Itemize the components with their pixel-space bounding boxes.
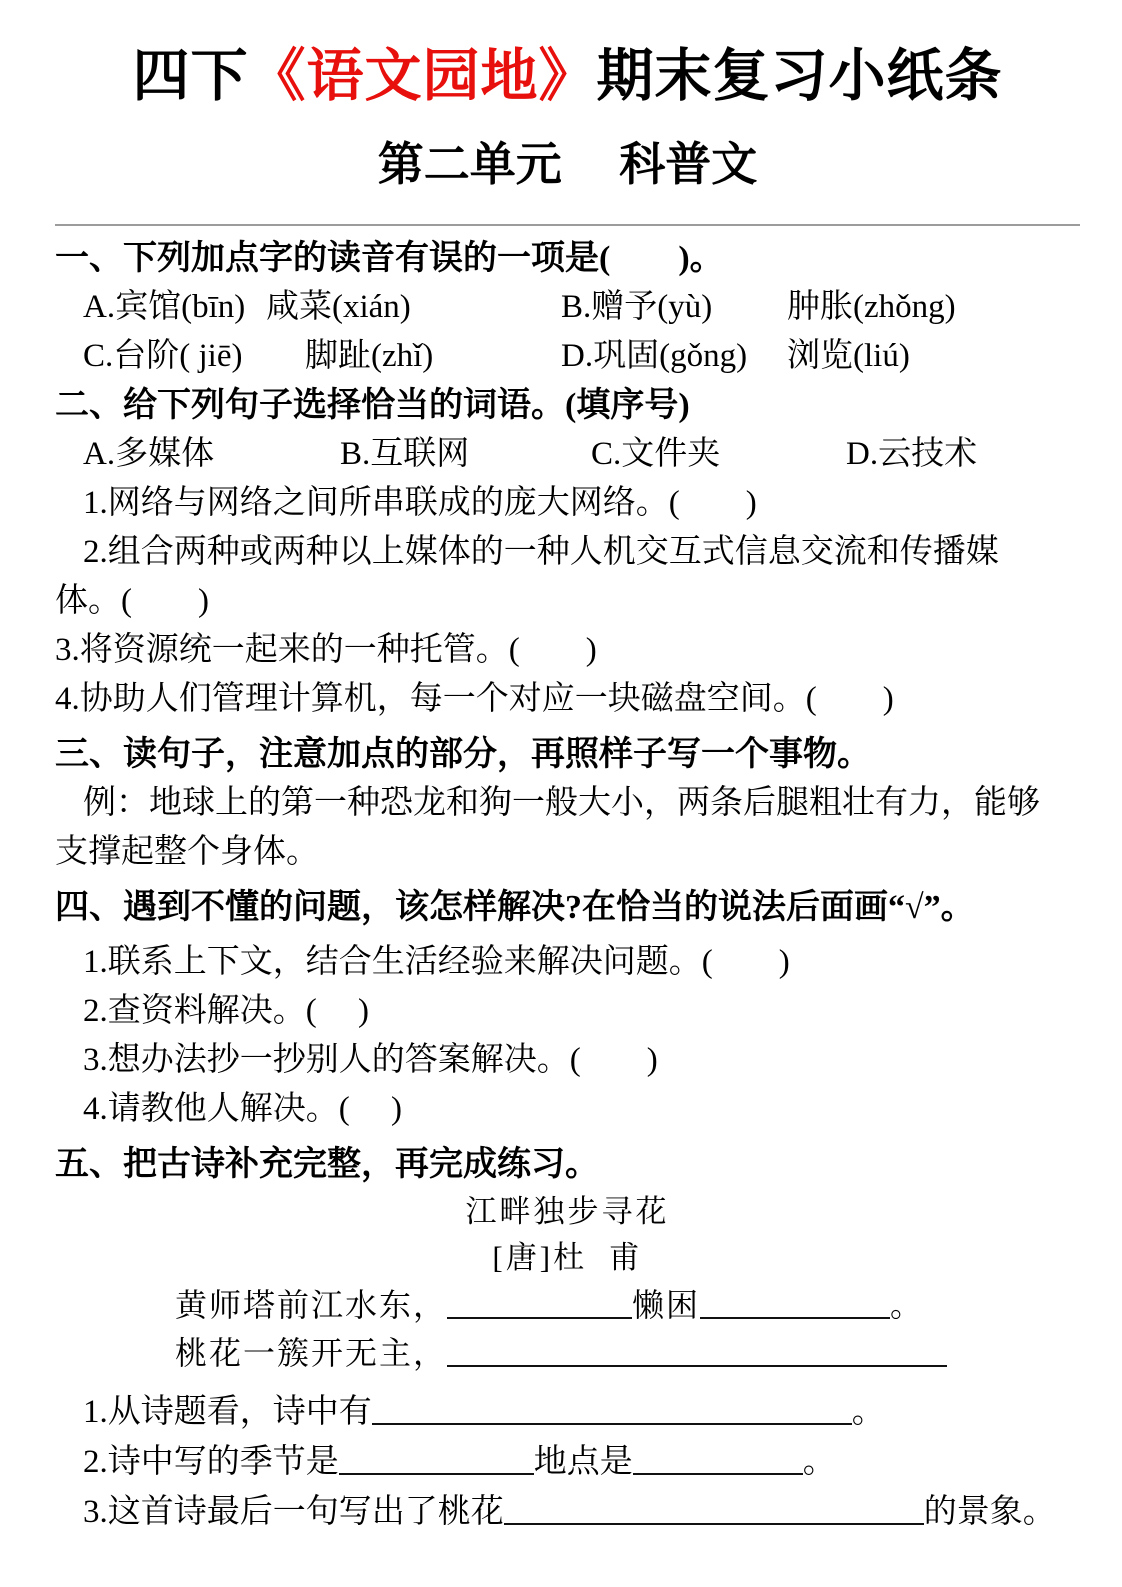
q4-item-1: 1.联系上下文，结合生活经验来解决问题。( ) xyxy=(83,944,790,980)
answer-blank xyxy=(447,1285,632,1319)
section-question-3 xyxy=(55,730,1080,877)
q4-item-3: 3.想办法抄一抄别人的答案解决。( ) xyxy=(83,1042,658,1078)
q2-option-d: D.云技术 xyxy=(846,436,978,472)
answer-blank xyxy=(339,1440,534,1475)
title-suffix: 期末复习小纸条 xyxy=(596,45,1003,108)
poem-line-1-mid: 懒困 xyxy=(632,1287,701,1323)
page-subtitle: 第二单元 科普文 xyxy=(377,139,758,190)
section-question-4 xyxy=(55,883,1080,1134)
section-question-2 xyxy=(55,381,1080,724)
poem-author: [唐]杜 甫 xyxy=(492,1240,643,1275)
q2-item-4: 4.协助人们管理计算机，每一个对应一块磁盘空间。( ) xyxy=(55,681,894,717)
section-question-5 xyxy=(55,1140,1080,1537)
q5-item-1-end: 。 xyxy=(851,1394,885,1430)
q5-item-2-mid: 地点是 xyxy=(533,1444,633,1480)
q5-item-1-text: 1.从诗题看，诗中有 xyxy=(83,1394,372,1430)
q1-option-a-word2: 咸菜(xián) xyxy=(266,289,411,325)
q2-item-2: 2.组合两种或两种以上媒体的一种人机交互式信息交流和传播媒体。( ) xyxy=(55,534,999,619)
q4-heading: 四、遇到不懂的问题，该怎样解决?在恰当的说法后面画“√”。 xyxy=(55,889,975,926)
q1-option-c: C.台阶( jiē) xyxy=(83,338,243,374)
page-title xyxy=(55,40,1080,114)
title-highlight: 《语文园地》 xyxy=(248,45,597,108)
q5-item-3 xyxy=(55,1487,1080,1537)
divider xyxy=(55,224,1080,226)
q5-item-3-end: 的景象。 xyxy=(923,1494,1056,1530)
answer-blank xyxy=(504,1490,924,1525)
q5-item-2-end: 。 xyxy=(802,1444,836,1480)
q5-heading: 五、把古诗补充完整，再完成练习。 xyxy=(55,1146,599,1183)
q1-option-d-word2: 浏览(liú) xyxy=(787,338,910,374)
poem-line-1-text: 黄师塔前江水东， xyxy=(175,1287,448,1323)
q5-item-1 xyxy=(55,1387,1080,1437)
q5-item-2 xyxy=(55,1437,1080,1487)
q1-option-c-word2: 脚趾(zhǐ) xyxy=(305,338,434,374)
poem-line-2 xyxy=(55,1329,1080,1377)
title-prefix: 四下 xyxy=(132,45,249,108)
q3-example: 例：地球上的第一种恐龙和狗一般大小，两条后腿粗壮有力，能够支撑起整个身体。 xyxy=(55,785,1040,870)
q1-options-row-2 xyxy=(55,332,1080,381)
poem-line-2-text: 桃花一簇开无主， xyxy=(175,1335,448,1371)
q2-option-b: B.互联网 xyxy=(340,436,470,472)
section-question-1 xyxy=(55,234,1080,381)
poem-line-1-end: 。 xyxy=(890,1287,925,1323)
q1-option-d: D.巩固(gǒng) xyxy=(561,338,748,374)
answer-blank xyxy=(633,1440,803,1475)
answer-blank xyxy=(372,1390,852,1425)
q2-options-row xyxy=(55,430,1080,479)
poem-line-1 xyxy=(55,1281,1080,1329)
poem-title: 江畔独步寻花 xyxy=(465,1194,670,1229)
q3-heading: 三、读句子，注意加点的部分，再照样子写一个事物。 xyxy=(55,736,871,773)
q5-item-3-text: 3.这首诗最后一句写出了桃花 xyxy=(83,1494,504,1530)
answer-blank xyxy=(700,1285,890,1319)
q2-item-3: 3.将资源统一起来的一种托管。( ) xyxy=(55,632,597,668)
q1-option-b: B.赠予(yù) xyxy=(561,289,713,325)
q4-item-4: 4.请教他人解决。( ) xyxy=(83,1091,402,1127)
q5-item-2-text: 2.诗中写的季节是 xyxy=(83,1444,339,1480)
q2-option-c: C.文件夹 xyxy=(591,436,721,472)
answer-blank xyxy=(447,1333,947,1367)
q2-item-1: 1.网络与网络之间所串联成的庞大网络。( ) xyxy=(83,485,757,521)
q4-item-2: 2.查资料解决。( ) xyxy=(83,993,369,1029)
q1-option-b-word2: 肿胀(zhǒng) xyxy=(787,289,956,325)
q2-option-a: A.多媒体 xyxy=(83,436,215,472)
q2-heading: 二、给下列句子选择恰当的词语。(填序号) xyxy=(55,387,690,424)
q1-options-row-1 xyxy=(55,283,1080,332)
q1-heading: 一、下列加点字的读音有误的一项是( )。 xyxy=(55,240,724,277)
q1-option-a: A.宾馆(bīn) xyxy=(83,289,246,325)
